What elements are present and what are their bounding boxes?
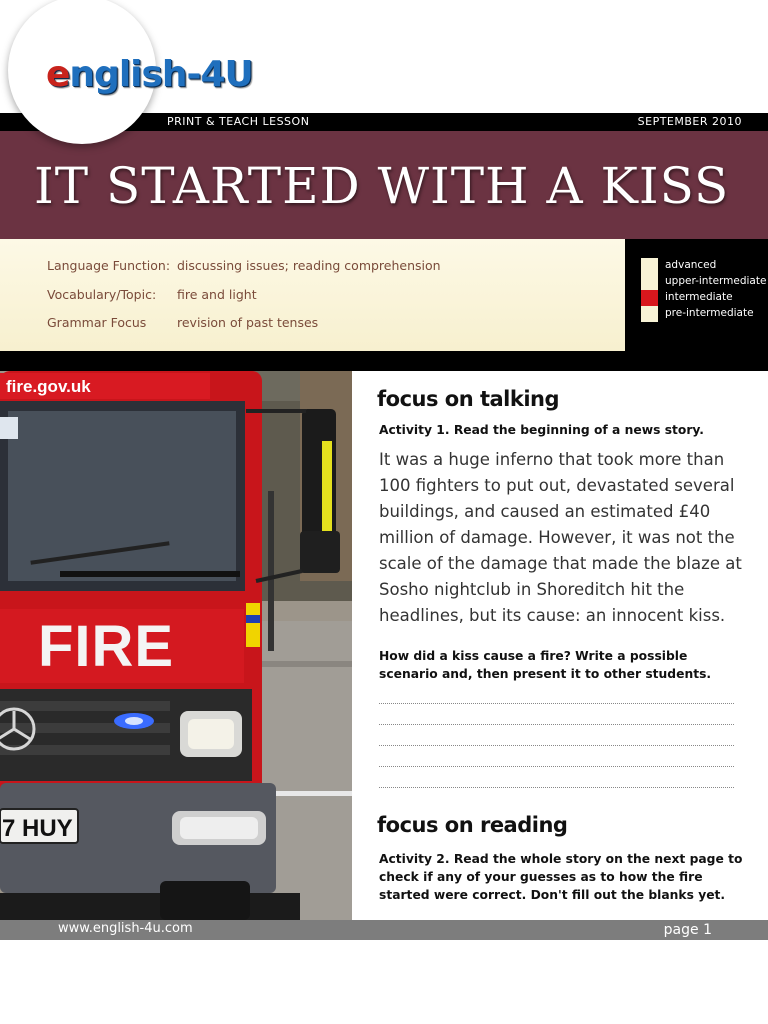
website-link[interactable]: www.english-4u.com bbox=[58, 921, 193, 936]
lesson-title: IT STARTED WITH A KISS bbox=[34, 157, 730, 215]
license-plate-text: 7 HUY bbox=[2, 815, 73, 842]
footer-bar bbox=[0, 920, 768, 940]
answer-line[interactable] bbox=[379, 787, 734, 788]
activity-2-instruction: Activity 2. Read the whole story on the next page to check if any of your guesses as to how the fire started were correct. Don't fill out the blanks yet. bbox=[379, 852, 743, 902]
issue-date: SEPTEMBER 2010 bbox=[637, 115, 742, 128]
level-pre-intermediate bbox=[641, 306, 768, 322]
main-content bbox=[352, 371, 768, 920]
level-label: intermediate bbox=[665, 291, 733, 303]
info-value: discussing issues; reading comprehension bbox=[177, 258, 441, 273]
lesson-info-box bbox=[0, 239, 625, 351]
level-swatch bbox=[641, 306, 658, 322]
info-value: revision of past tenses bbox=[177, 315, 319, 330]
info-label: Language Function: bbox=[47, 258, 171, 273]
talking-heading: focus on talking bbox=[377, 387, 560, 411]
answer-line[interactable] bbox=[379, 703, 734, 704]
truck-fire-text: FIRE bbox=[38, 614, 175, 679]
level-label: advanced bbox=[665, 259, 717, 271]
activity-1-question: How did a kiss cause a fire? Write a possible scenario and, then present it to other students. bbox=[379, 649, 712, 681]
activity-1-instruction: Activity 1. Read the beginning of a news story. bbox=[379, 423, 704, 437]
info-label: Grammar Focus bbox=[47, 315, 147, 330]
level-intermediate bbox=[641, 290, 768, 306]
level-upper-intermediate bbox=[641, 274, 768, 290]
level-advanced bbox=[641, 258, 768, 274]
info-label: Vocabulary/Topic: bbox=[47, 287, 157, 302]
level-swatch-active bbox=[641, 290, 658, 306]
answer-line[interactable] bbox=[379, 766, 734, 767]
page-number: page 1 bbox=[663, 922, 712, 938]
info-value: fire and light bbox=[177, 287, 257, 302]
site-logo[interactable] bbox=[46, 54, 253, 95]
logo-letter-e: e bbox=[46, 54, 70, 95]
answer-line[interactable] bbox=[379, 724, 734, 725]
level-swatch bbox=[641, 274, 658, 290]
level-swatch bbox=[641, 258, 658, 274]
answer-line[interactable] bbox=[379, 745, 734, 746]
reading-heading: focus on reading bbox=[377, 813, 568, 837]
fire-truck-photo bbox=[0, 371, 352, 920]
title-band bbox=[0, 131, 768, 239]
section-label: PRINT & TEACH LESSON bbox=[167, 115, 310, 128]
level-label: pre-intermediate bbox=[665, 307, 754, 319]
level-label: upper-intermediate bbox=[665, 275, 767, 287]
news-story-excerpt: It was a huge inferno that took more than 100 fighters to put out, devastated several buildings, and caused an estimated £40 million of damage. However, it was not the scale of the damage that made the blaze at Sosho nightclub in Shoreditch hit the headlines, but its cause: an innocent kiss. bbox=[379, 450, 742, 625]
banner-text: fire.gov.uk bbox=[6, 377, 91, 396]
logo-text: nglish-4U bbox=[69, 54, 253, 95]
divider-strip bbox=[0, 351, 768, 371]
level-indicator bbox=[625, 239, 768, 351]
fire-truck-illustration bbox=[0, 371, 352, 920]
